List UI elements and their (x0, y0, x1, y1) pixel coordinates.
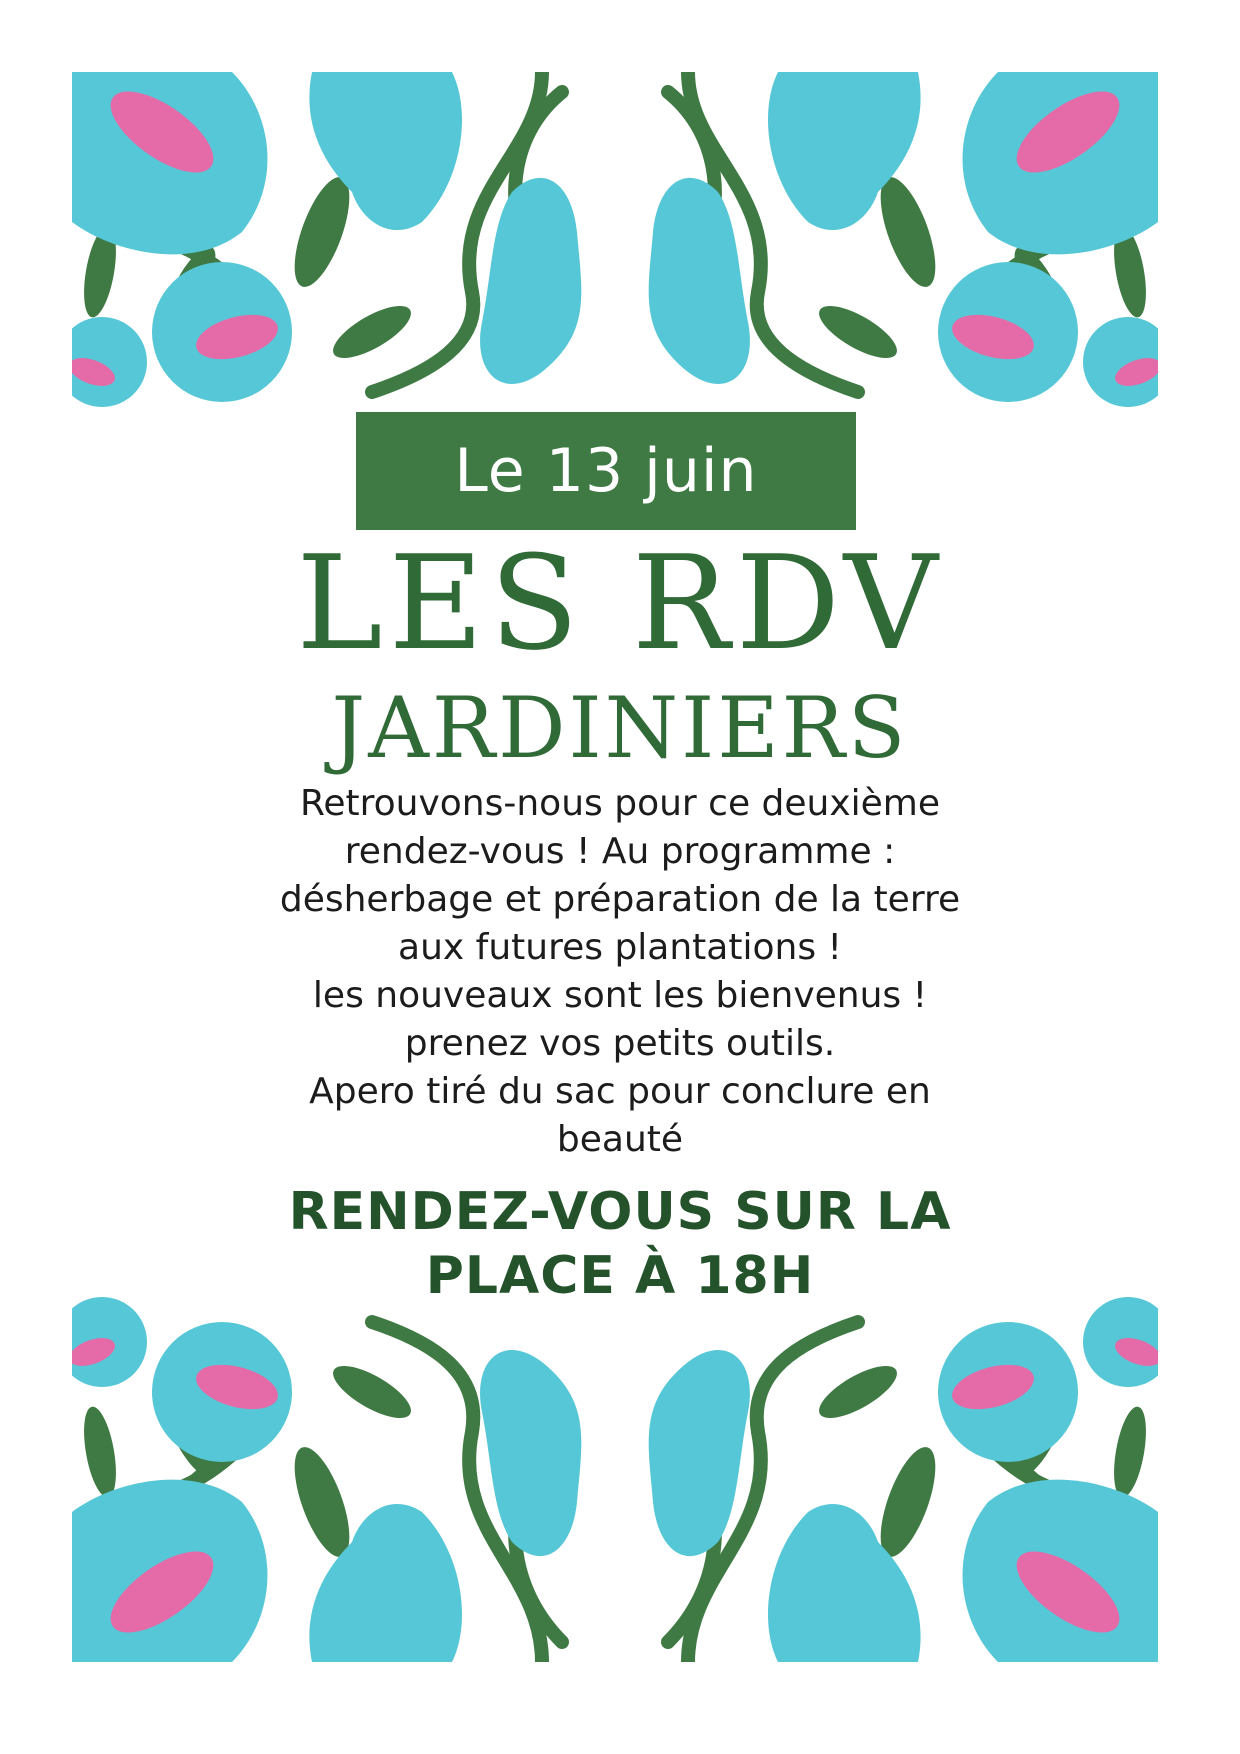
body-text (0, 780, 1240, 1164)
body-line: les nouveaux sont les bienvenus ! (312, 975, 928, 1016)
floral-pattern-top (72, 72, 1158, 412)
body-line: rendez-vous ! Au programme : (344, 831, 896, 872)
date-text: Le 13 juin (454, 436, 758, 506)
date-banner (356, 412, 856, 530)
cta-line: PLACE À 18H (425, 1246, 815, 1306)
body-line: désherbage et préparation de la terre (279, 879, 961, 920)
body-line: Retrouvons-nous pour ce deuxième (299, 783, 941, 824)
body-line: aux futures plantations ! (398, 927, 842, 968)
floral-band-top (72, 72, 1158, 412)
poster-title: LES RDV (296, 527, 944, 679)
cta-line: RENDEZ-VOUS SUR LA (288, 1182, 952, 1242)
poster-subtitle: JARDINIERS (331, 679, 909, 777)
body-line: prenez vos petits outils. (404, 1023, 836, 1064)
floral-band-bottom (72, 1272, 1158, 1662)
body-line: beauté (556, 1119, 684, 1160)
body-line: Apero tiré du sac pour conclure en (309, 1071, 931, 1112)
floral-pattern-bottom (72, 1272, 1158, 1662)
